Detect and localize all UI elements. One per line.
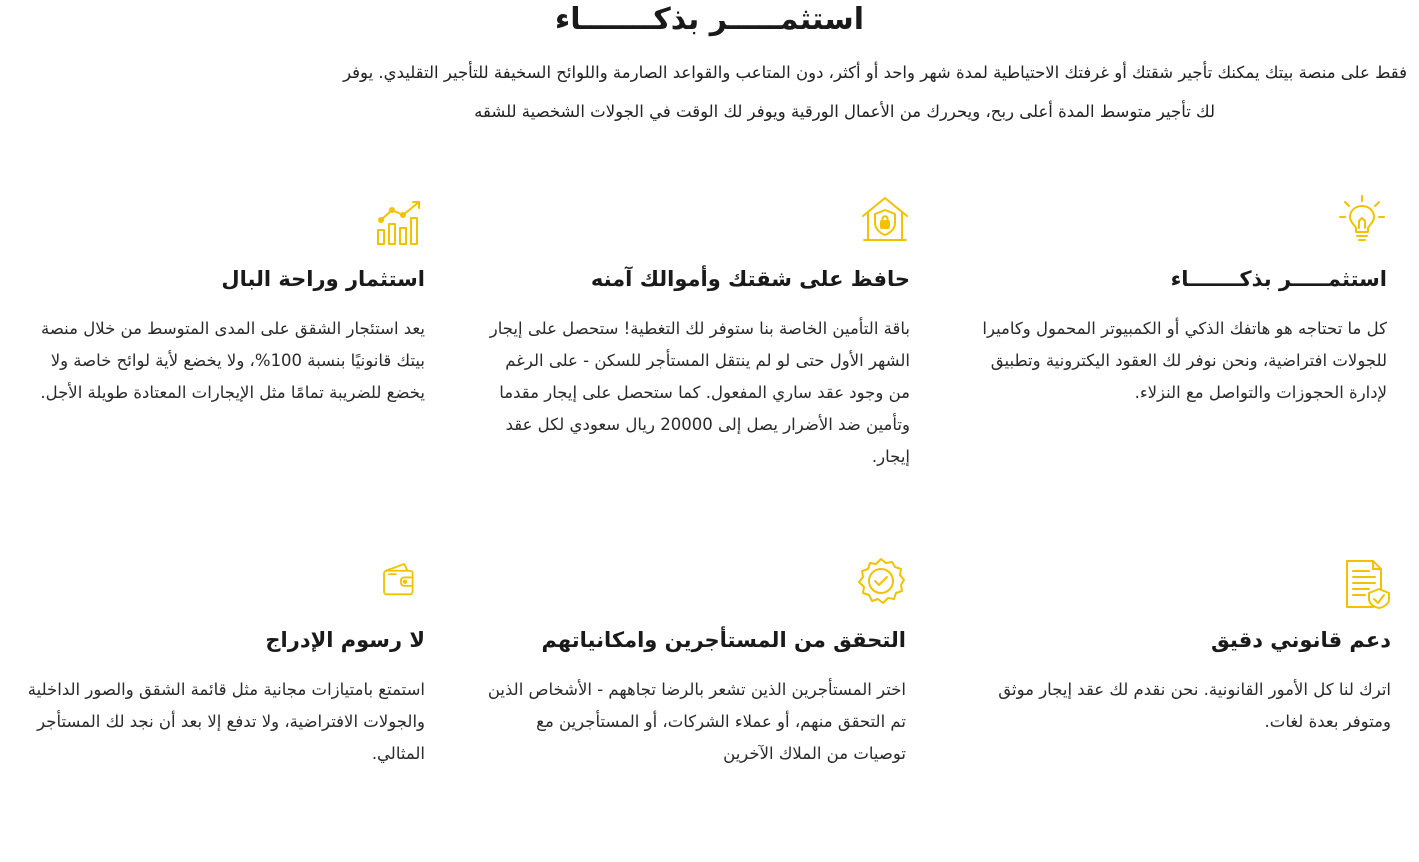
verified-badge-icon <box>856 557 906 607</box>
legal-document-icon <box>1341 559 1391 609</box>
house-lock-icon <box>860 194 910 244</box>
hero-description-line-1: فقط على منصة بيتك يمكنك تأجير شقتك أو غرفتك الاحتياطية لمدة شهر واحد أو أكثر، دون المتاعب والقواعد الصارمة واللوائح السخيفة للتأجير التقليدي. يوفر <box>343 63 1407 82</box>
feature-description: اختر المستأجرين الذين تشعر بالرضا تجاههم - الأشخاص الذين تم التحقق منهم، أو عملاء الشركات، أو المستأجرين مع توصيات من الملاك الآخرين <box>487 680 906 763</box>
growth-chart-icon <box>375 198 425 248</box>
feature-title: استثمار وراحة البال <box>221 267 425 291</box>
feature-title: دعم قانوني دقيق <box>1210 628 1391 652</box>
feature-description: كل ما تحتاجه هو هاتفك الذكي أو الكمبيوتر المحمول وكاميرا للجولات افتراضية، ونحن نوفر لك العقود اليكترونية وتطبيق لإدارة الحجوزات والتواصل مع النزلاء. <box>982 319 1387 402</box>
feature-description: باقة التأمين الخاصة بنا ستوفر لك التغطية! ستحصل على إيجار الشهر الأول حتى لو لم ينتقل المستأجر للسكن - على الرغم من وجود عقد ساري المفعول. كما ستحصل على إيجار مقدما وتأمين ضد الأضرار يصل إلى 20000 ريال سعودي لكل عقد إيجار. <box>489 319 910 466</box>
feature-title: لا رسوم الإدراج <box>265 628 425 652</box>
feature-title: حافظ على شقتك وأموالك آمنه <box>590 267 910 291</box>
feature-description: اترك لنا كل الأمور القانونية. نحن نقدم لك عقد إيجار موثق ومتوفر بعدة لغات. <box>998 680 1391 731</box>
feature-description: استمتع بامتيازات مجانية مثل قائمة الشقق والصور الداخلية والجولات الافتراضية، ولا تدفع إلا بعد أن نجد لك المستأجر المثالي. <box>27 680 425 763</box>
feature-title: التحقق من المستأجرين وامكانياتهم <box>541 628 906 652</box>
hero-title: استثمـــــر بذكـــــــاء <box>554 2 865 37</box>
feature-title: استثمـــــر بذكـــــــاء <box>1170 267 1387 291</box>
hero-description-line-2: لك تأجير متوسط المدة أعلى ربح، ويحررك من الأعمال الورقية ويوفر لك الوقت في الجولات الشخصية للشقه <box>474 102 1215 121</box>
feature-description: يعد استئجار الشقق على المدى المتوسط من خلال منصة بيتك قانونيًا بنسبة 100%، ولا يخضع لأية لوائح خاصة ولا يخضع للضريبة تمامًا مثل الإيجارات المعتادة طويلة الأجل. <box>40 319 425 402</box>
lightbulb-icon <box>1337 194 1387 244</box>
wallet-icon <box>379 559 421 601</box>
